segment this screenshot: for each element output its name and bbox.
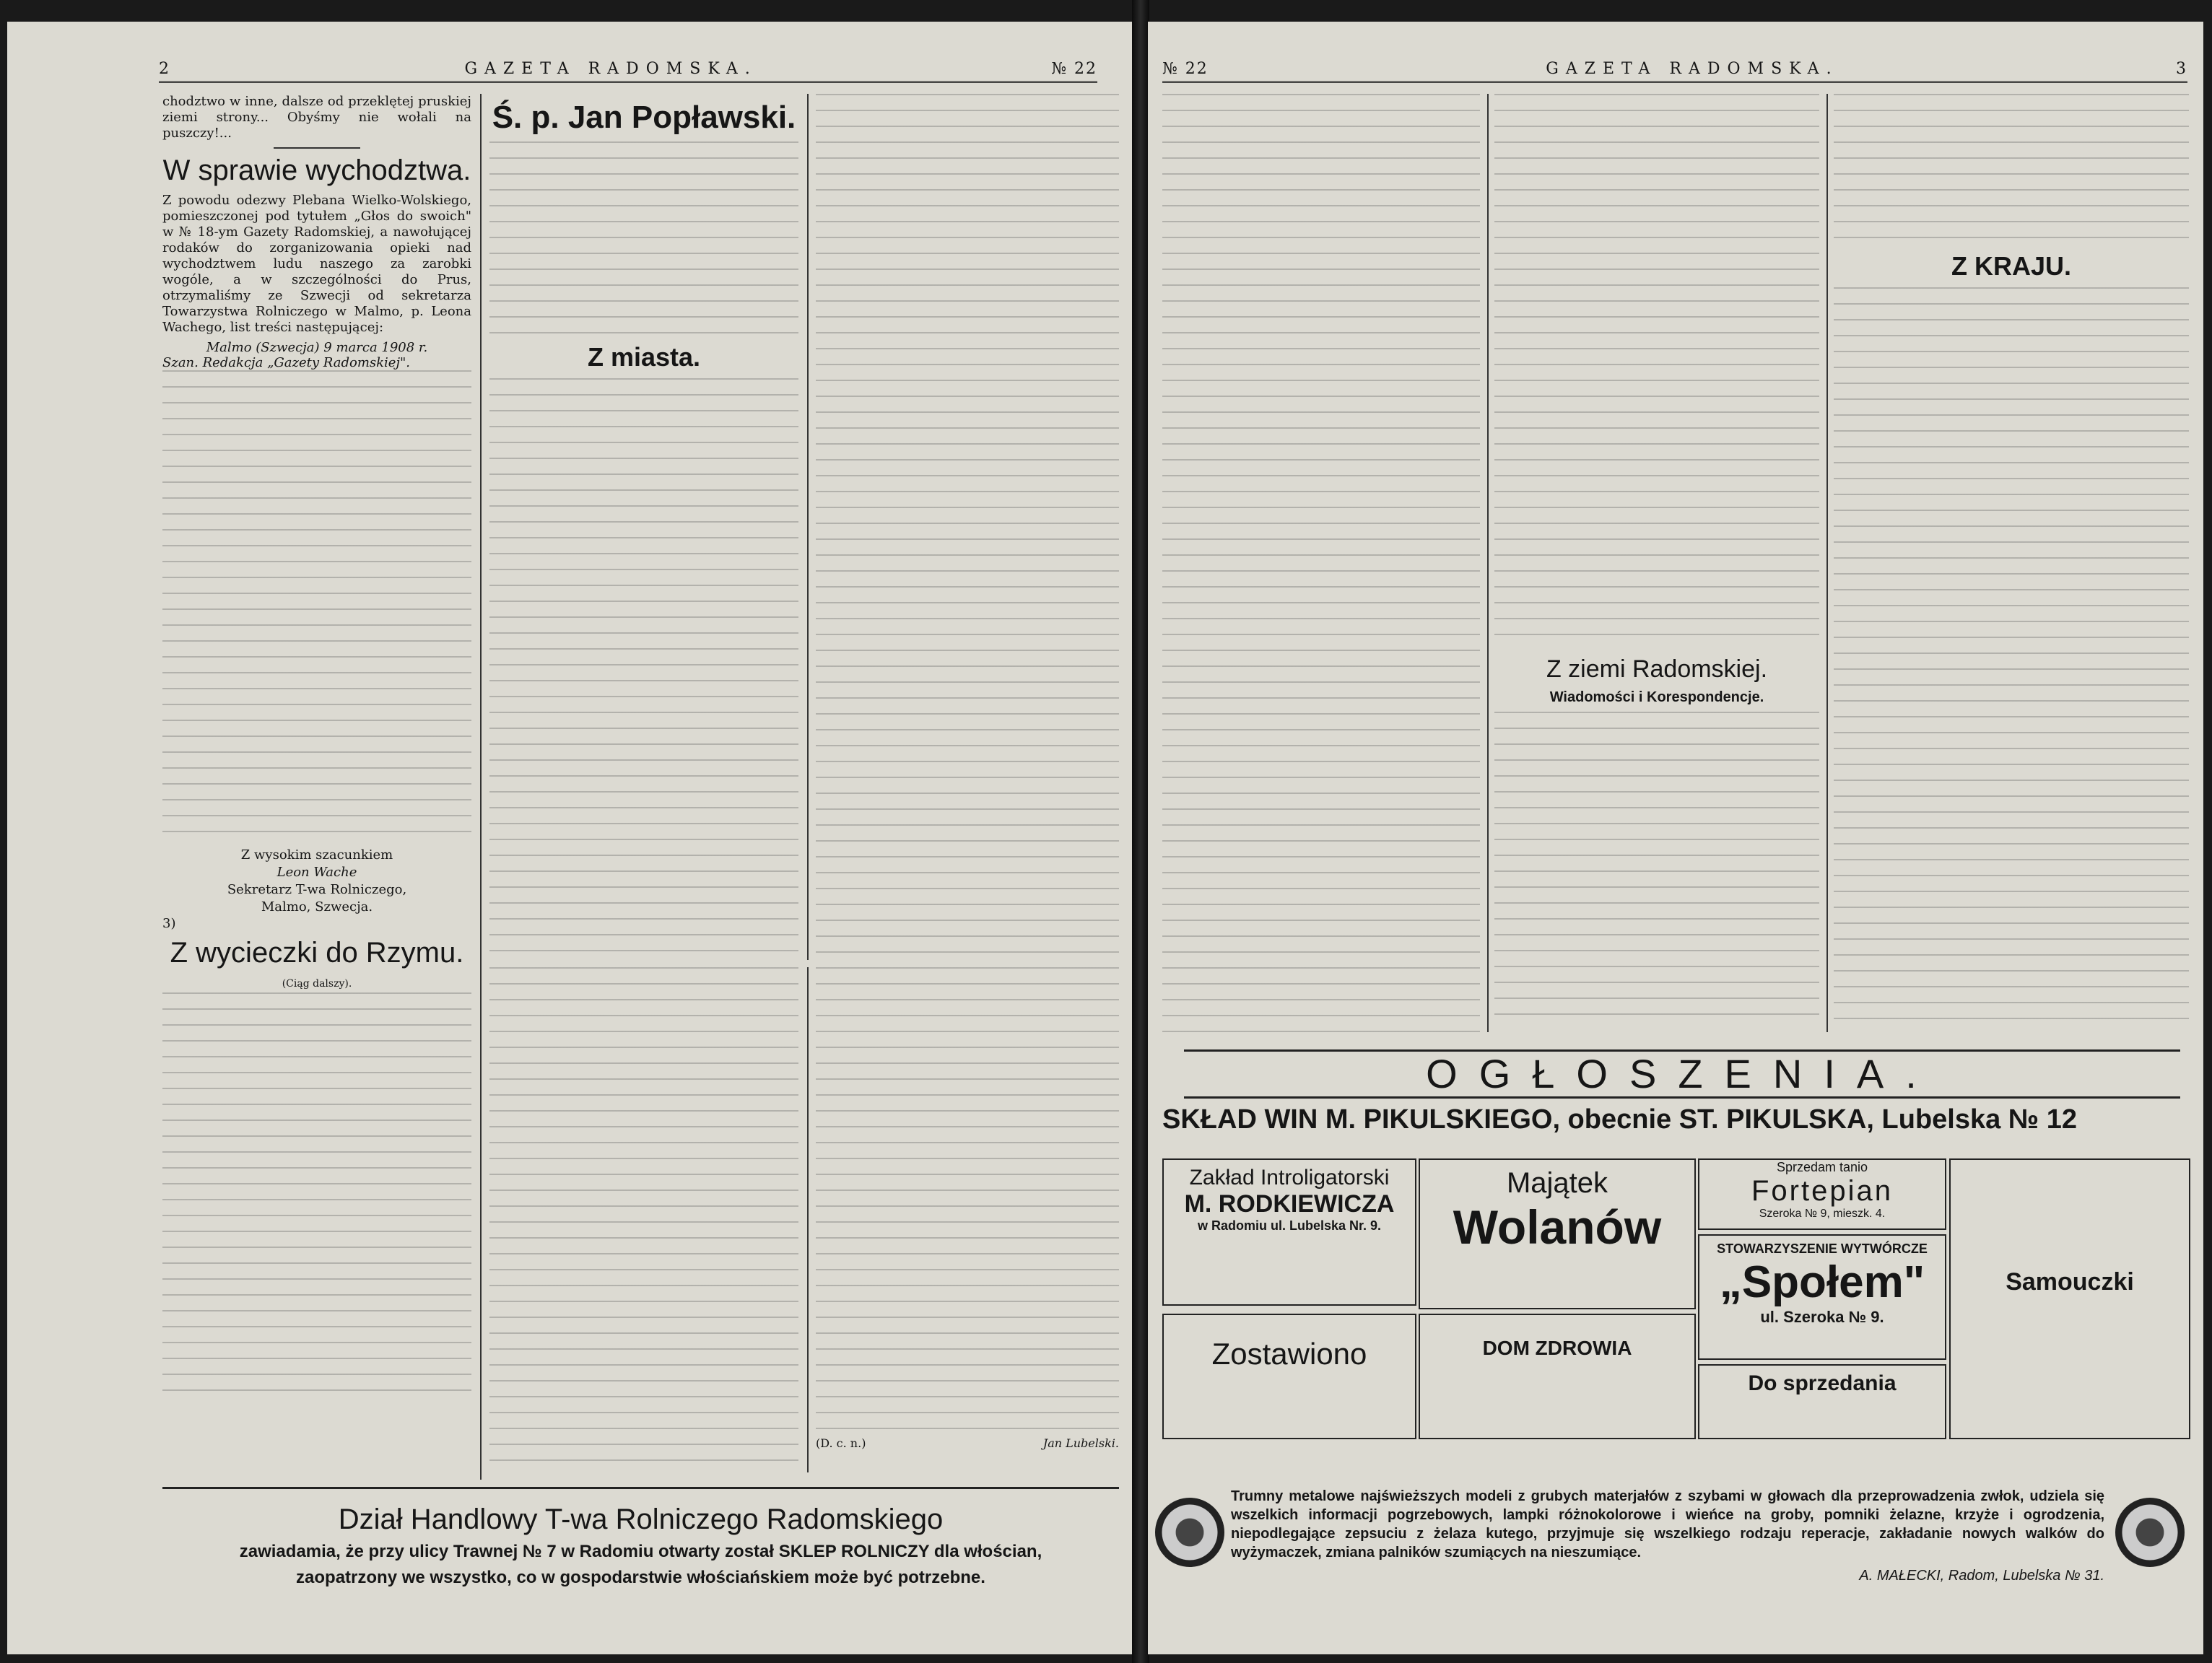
right-page-number: 3 [2176, 59, 2187, 78]
left-column-2 [489, 94, 798, 960]
coffin-ad-signature: A. MAŁECKI, Radom, Lubelska № 31. [1859, 1568, 2104, 1584]
body-text-block [816, 967, 1119, 1436]
self-study-ad [1949, 1158, 2190, 1439]
right-column-1 [1162, 94, 1480, 1032]
banner-line-3: zaopatrzony we wszystko, co w gospodarstwie włościańskiem może być potrzebne. [296, 1568, 985, 1587]
left-column-2-lower [489, 967, 798, 1472]
piano-ad [1698, 1158, 1946, 1230]
region-heading: Z ziemi Radomskiej. [1546, 655, 1768, 683]
right-newspaper-page [1148, 22, 2203, 1654]
letter-address: Szan. Redakcja „Gazety Radomskiej". [162, 355, 411, 370]
continued-note: (Ciąg dalszy). [282, 978, 352, 990]
estate-ad [1419, 1158, 1696, 1309]
estate-label: Majątek [1506, 1167, 1608, 1199]
wine-shop-ad [1162, 1104, 2187, 1145]
cooperative-address: ul. Szeroka № 9. [1760, 1308, 1884, 1326]
emigration-para: Z powodu odezwy Plebana Wielko-Wolskiego, pomieszczonej pod tytułem „Głos do swoich" w № 18-ym Gazety Radomskiej, a nawołującej rodaków do zorganizowania opieki nad wychodztwem ludu naszego za zarobki wogóle, a w szczególności do Prus, otrzymaliśmy ze Szwecji od sekretarza Towarzystwa Rolniczego w Malmo, p. Leona Wachego, list treści następującej: [162, 193, 471, 335]
for-sale-ad [1698, 1364, 1946, 1439]
intro-text: chodztwo w inne, dalsze od przeklętej pruskiej ziemi strony... Obyśmy nie wołali na puszczy!... [162, 94, 471, 141]
city-news-heading: Z miasta. [587, 342, 701, 372]
column-rule [1487, 94, 1489, 1032]
right-issue-number: № 22 [1162, 59, 1209, 78]
for-sale-title: Do sprzedania [1748, 1371, 1897, 1395]
health-house-title: DOM ZDROWIA [1482, 1337, 1632, 1359]
seal-left-image [1155, 1498, 1224, 1567]
banner-title: Dział Handlowy T-wa Rolniczego Radomskiego [338, 1503, 944, 1535]
piano-line-2: Fortepian [1751, 1175, 1893, 1207]
body-text-block [1834, 94, 2189, 245]
left-lower-ad [1162, 1314, 1416, 1439]
bookbinder-line-2: M. RODKIEWICZA [1184, 1190, 1395, 1218]
left-newspaper-page [7, 22, 1133, 1654]
body-text-block [489, 378, 798, 960]
coffin-ad-text: Trumny metalowe najświeższych modeli z grubych materjałów z szybami w głowach dla przeprowadzenia zwłok, udziela się wszelkich informacji pogrzebowych, lampki różnokolorowe i wieńce na groby, pomniki żelazne, krzyże i ogrodzenia, niepodlegające zepsuciu z żelaza kutego, przyjmuje się wszelkiego rodzaju reperacje, zakładanie nowych walków do wyżymaczek, zmiana palników szumiących na nieszumiące. [1231, 1488, 2104, 1561]
piano-line-1: Sprzedam tanio [1776, 1160, 1868, 1174]
coffin-ad [1231, 1487, 2104, 1585]
dateline: Malmo (Szwecja) 9 marca 1908 r. [206, 340, 428, 355]
bookbinder-line-3: w Radomiu ul. Lubelska Nr. 9. [1197, 1218, 1382, 1233]
cooperative-name: „Społem" [1719, 1257, 1925, 1307]
left-page-header [159, 56, 1097, 83]
body-text-block [489, 141, 798, 336]
continued-later: (D. c. n.) [816, 1436, 866, 1450]
footnote-mark: 3) [162, 916, 176, 931]
rome-trip-heading: Z wycieczki do Rzymu. [170, 937, 464, 969]
seal-right-image [2115, 1498, 2185, 1567]
region-subheading: Wiadomości i Korespondencje. [1549, 689, 1764, 705]
right-header-title: GAZETA RADOMSKA. [1546, 59, 1839, 78]
body-text-block [1834, 287, 2189, 1023]
banner-line-2: zawiadamia, że przy ulicy Trawnej № 7 w Radomiu otwarty został SKLEP ROLNICZY dla włościan, [239, 1542, 1042, 1561]
body-text-block [162, 370, 471, 847]
separator [274, 147, 360, 149]
piano-line-3: Szeroka № 9, mieszk. 4. [1759, 1208, 1886, 1220]
body-text-block [1494, 94, 1819, 650]
emigration-heading: W sprawie wychodztwa. [162, 154, 471, 186]
obituary-heading: Ś. p. Jan Popławski. [492, 100, 796, 135]
author-signature: Jan Lubelski. [1042, 1436, 1119, 1450]
letter-signatory: Leon Wache [276, 865, 357, 880]
bookbinder-line-1: Zakład Introligatorski [1189, 1166, 1390, 1190]
body-text-block [1494, 712, 1819, 1015]
right-column-3 [1834, 94, 2189, 1032]
left-column-1 [162, 94, 471, 1480]
book-spine [1132, 0, 1149, 1663]
left-page-number: 2 [159, 59, 170, 78]
column-rule [807, 967, 809, 1472]
left-issue-number: № 22 [1051, 59, 1097, 78]
letter-place: Malmo, Szwecja. [261, 899, 373, 915]
body-text-block [1162, 94, 1480, 1032]
ads-heading: OGŁOSZENIA. [1184, 1049, 2180, 1099]
body-text-block [489, 967, 798, 1472]
bookbinder-ad [1162, 1158, 1416, 1306]
wine-shop-title: SKŁAD WIN M. PIKULSKIEGO, obecnie ST. PIKULSKA, Lubelska № 12 [1162, 1104, 2077, 1135]
column-rule [807, 94, 809, 960]
zostawiono-text: Zostawiono [1211, 1337, 1367, 1371]
body-text-block [162, 992, 471, 1397]
right-column-2 [1494, 94, 1819, 1032]
left-column-3 [816, 94, 1119, 960]
self-study-title: Samouczki [2006, 1268, 2134, 1296]
column-rule [1826, 94, 1828, 1032]
country-news-heading: Z KRAJU. [1951, 251, 2071, 281]
commercial-banner [162, 1487, 1119, 1612]
left-column-3-lower [816, 967, 1119, 1472]
cooperative-ad [1698, 1234, 1946, 1360]
body-text-block [816, 94, 1119, 960]
letter-title: Sekretarz T-wa Rolniczego, [227, 882, 407, 897]
left-header-title: GAZETA RADOMSKA. [464, 59, 757, 78]
right-page-header [1162, 56, 2187, 83]
column-rule [480, 94, 482, 1480]
health-house-ad [1419, 1314, 1696, 1439]
letter-regards: Z wysokim szacunkiem [240, 847, 393, 863]
article-footer [816, 1436, 1119, 1450]
estate-name: Wolanów [1453, 1200, 1662, 1254]
cooperative-line-1: STOWARZYSZENIE WYTWÓRCZE [1717, 1241, 1928, 1256]
